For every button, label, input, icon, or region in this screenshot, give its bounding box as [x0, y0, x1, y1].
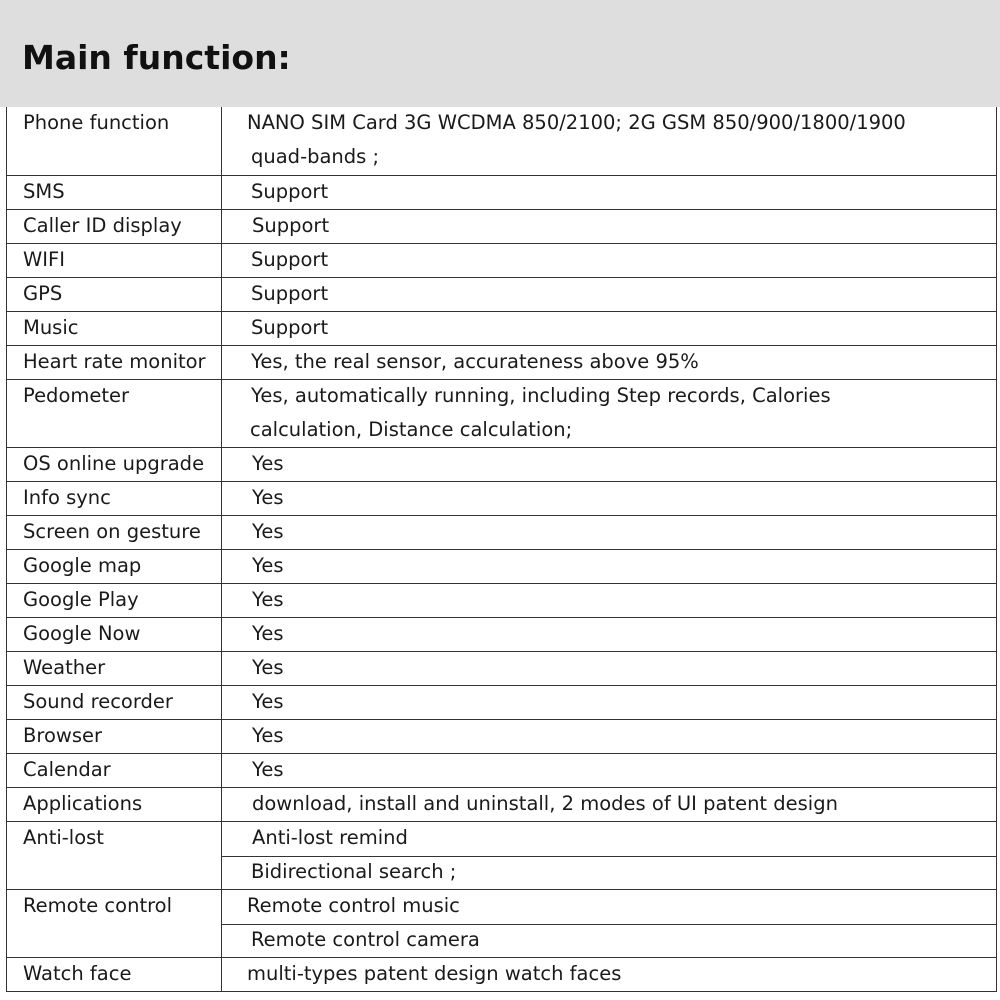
header-band	[0, 0, 1000, 107]
table-row	[7, 447, 996, 481]
row-value: Yes	[252, 588, 284, 611]
row-label: GPS	[23, 282, 63, 305]
row-label: Sound recorder	[23, 690, 173, 713]
table-row	[7, 651, 996, 685]
row-value: Support	[251, 248, 329, 271]
table-row	[7, 107, 996, 175]
row-label: Heart rate monitor	[23, 350, 206, 373]
row-label: Google Play	[23, 588, 139, 611]
row-label: Calendar	[23, 758, 111, 781]
row-label: Watch face	[23, 962, 132, 985]
table-row	[7, 957, 996, 991]
row-label: Caller ID display	[23, 214, 182, 237]
row-label: Browser	[23, 724, 103, 747]
row-value: Yes	[252, 452, 284, 475]
row-value: Yes	[252, 724, 284, 747]
table-row	[7, 481, 996, 515]
row-value: Support	[252, 214, 330, 237]
row-label: Pedometer	[23, 384, 130, 407]
row-label: Screen on gesture	[23, 520, 201, 543]
row-value-line2: Bidirectional search ;	[251, 860, 457, 883]
sub-row-divider	[222, 924, 996, 925]
row-label: OS online upgrade	[23, 452, 205, 475]
row-value: Yes	[252, 520, 284, 543]
row-value: Yes	[252, 690, 284, 713]
row-value: Yes	[252, 656, 284, 679]
table-row	[7, 515, 996, 549]
table-row	[7, 549, 996, 583]
table-row	[7, 753, 996, 787]
row-label: Info sync	[23, 486, 111, 509]
table-row	[7, 719, 996, 753]
row-label: WIFI	[23, 248, 65, 271]
row-label: Google Now	[23, 622, 141, 645]
row-value-line2: calculation, Distance calculation;	[250, 418, 573, 441]
table-row	[7, 821, 996, 889]
row-value: Yes	[252, 758, 284, 781]
row-label: Remote control	[23, 894, 173, 917]
row-value: Yes	[252, 554, 284, 577]
page-title: Main function:	[22, 38, 291, 77]
function-table	[6, 107, 997, 992]
row-value-line2: Remote control camera	[251, 928, 480, 951]
row-value: multi-types patent design watch faces	[247, 962, 622, 985]
table-row	[7, 209, 996, 243]
table-row	[7, 889, 996, 957]
row-label: Anti-lost	[23, 826, 104, 849]
row-value-line2: quad-bands ;	[251, 145, 380, 168]
row-value: Yes	[252, 622, 284, 645]
row-value: download, install and uninstall, 2 modes of UI patent design	[252, 792, 838, 815]
row-value: Remote control music	[247, 894, 460, 917]
table-row	[7, 583, 996, 617]
table-row	[7, 787, 996, 821]
table-row	[7, 685, 996, 719]
table-row	[7, 345, 996, 379]
table-row	[7, 243, 996, 277]
row-value: Yes, automatically running, including Step records, Calories	[251, 384, 831, 407]
row-value: Anti-lost remind	[252, 826, 408, 849]
row-label: Music	[23, 316, 79, 339]
row-label: SMS	[23, 180, 65, 203]
table-row	[7, 617, 996, 651]
row-value: Yes	[252, 486, 284, 509]
row-value: Yes, the real sensor, accurateness above 95%	[251, 350, 699, 373]
row-label: Applications	[23, 792, 143, 815]
table-row	[7, 175, 996, 209]
row-label: Weather	[23, 656, 106, 679]
sub-row-divider	[222, 856, 996, 857]
row-value: Support	[251, 180, 329, 203]
row-label: Phone function	[23, 111, 170, 134]
row-value: Support	[251, 316, 329, 339]
table-row	[7, 379, 996, 447]
table-row	[7, 311, 996, 345]
table-row	[7, 277, 996, 311]
row-value: NANO SIM Card 3G WCDMA 850/2100; 2G GSM 850/900/1800/1900	[247, 111, 906, 134]
row-value: Support	[251, 282, 329, 305]
row-label: Google map	[23, 554, 142, 577]
